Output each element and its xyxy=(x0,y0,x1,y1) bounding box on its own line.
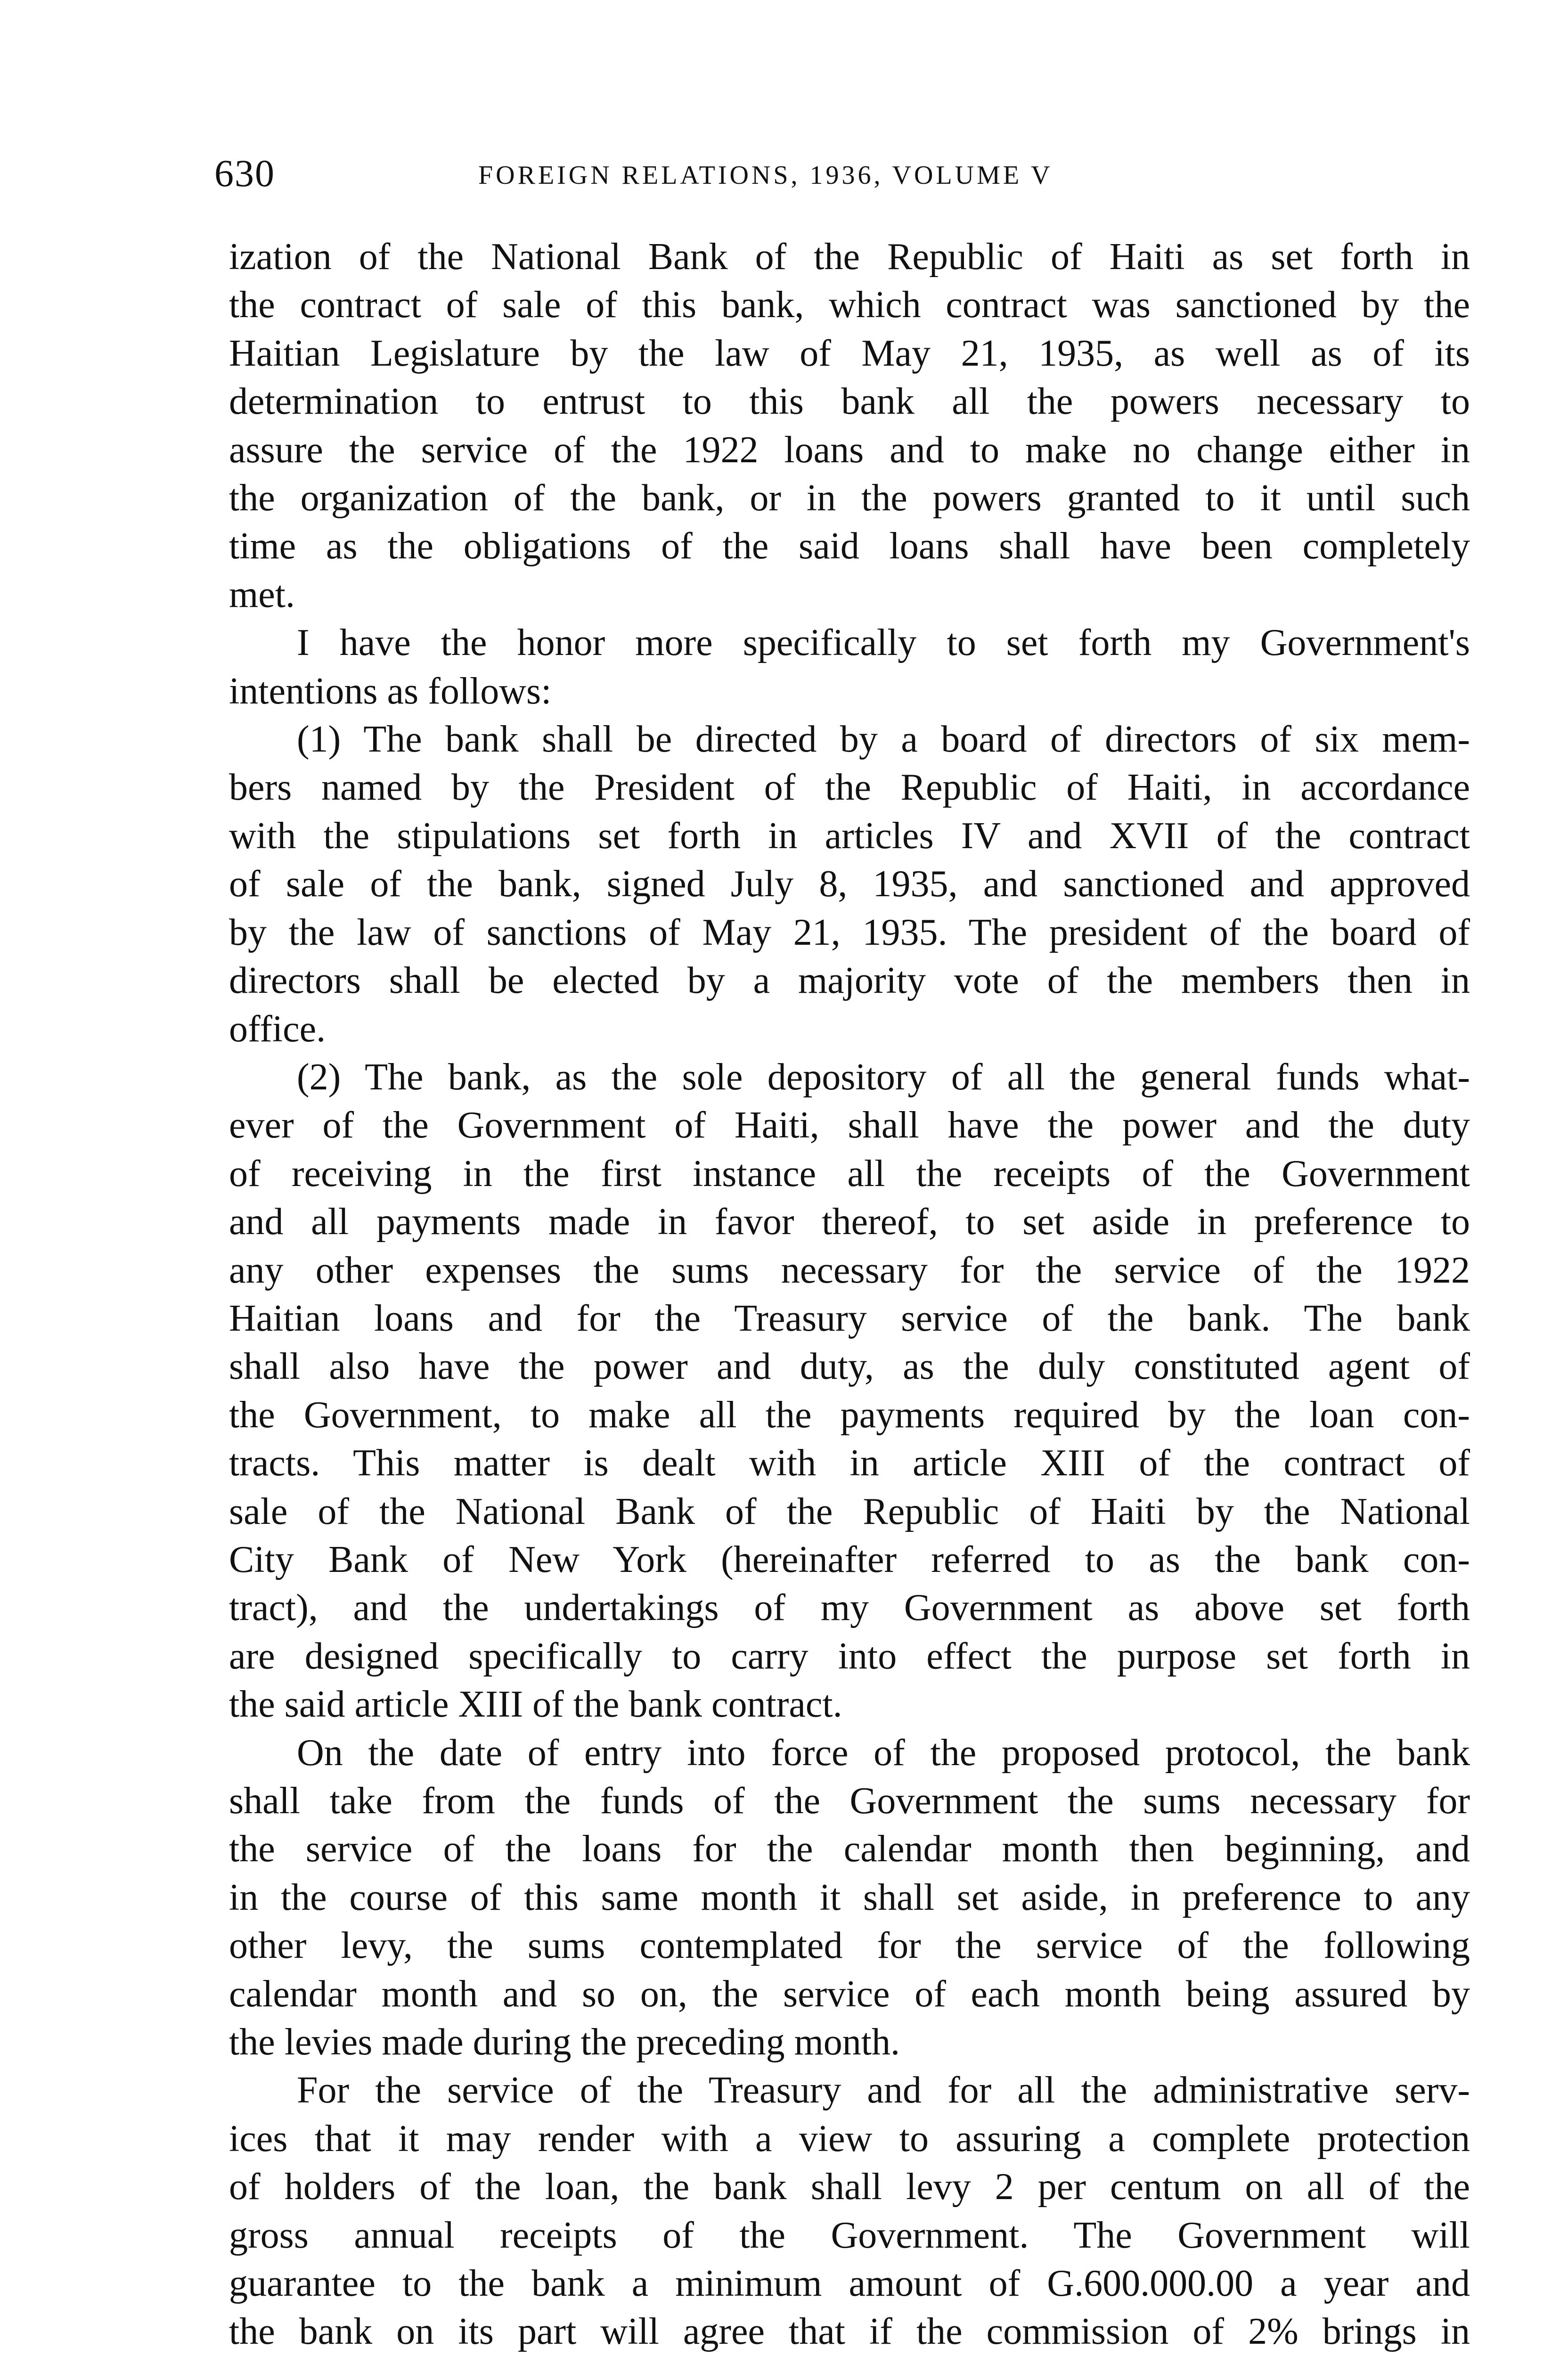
text-line: guarantee to the bank a minimum amount of G.600.000.00 a year and xyxy=(229,2263,1470,2305)
text-line: met. xyxy=(229,573,295,615)
body-text xyxy=(229,233,1470,2356)
text-line: gross annual receipts of the Government. The Government will xyxy=(229,2214,1470,2256)
paragraph-2 xyxy=(229,619,1470,715)
text-line: ization of the National Bank of the Republic of Haiti as set forth in xyxy=(229,236,1470,278)
text-line: time as the obligations of the said loans shall have been completely xyxy=(229,525,1470,567)
text-line: tract), and the undertakings of my Government as above set forth xyxy=(229,1587,1470,1629)
text-line: with the stipulations set forth in articles IV and XVII of the contract xyxy=(229,815,1470,857)
text-line: office. xyxy=(229,1008,326,1050)
text-line: shall also have the power and duty, as the duly constituted agent of xyxy=(229,1346,1470,1388)
text-line: City Bank of New York (hereinafter referred to as the bank con- xyxy=(229,1538,1470,1580)
running-head: FOREIGN RELATIONS, 1936, VOLUME V xyxy=(478,161,1053,190)
text-line: other levy, the sums contemplated for the service of the following xyxy=(229,1925,1470,1967)
text-line: the organization of the bank, or in the powers granted to it until such xyxy=(229,477,1470,519)
page-number: 630 xyxy=(214,152,275,195)
text-line: calendar month and so on, the service of each month being assured by xyxy=(229,1973,1470,2015)
text-line: Haitian loans and for the Treasury service of the bank. The bank xyxy=(229,1297,1470,1339)
paragraph-1 xyxy=(229,233,1470,619)
paragraph-5 xyxy=(229,1729,1470,2067)
text-line: determination to entrust to this bank all the powers necessary to xyxy=(229,381,1470,423)
text-line: the service of the loans for the calendar month then beginning, and xyxy=(229,1828,1470,1870)
text-line: directors shall be elected by a majority vote of the members then in xyxy=(229,960,1470,1002)
text-line: On the date of entry into force of the proposed protocol, the bank xyxy=(297,1732,1470,1774)
text-line: (2) The bank, as the sole depository of all the general funds what- xyxy=(297,1056,1470,1098)
text-line: the Government, to make all the payments required by the loan con- xyxy=(229,1394,1470,1436)
paragraph-3 xyxy=(229,715,1470,1053)
page-header xyxy=(214,150,1482,206)
text-line: are designed specifically to carry into effect the purpose set forth in xyxy=(229,1635,1470,1677)
paragraph-6 xyxy=(229,2066,1470,2356)
text-line: the levies made during the preceding month. xyxy=(229,2021,900,2063)
text-line: and all payments made in favor thereof, to set aside in preference to xyxy=(229,1201,1470,1243)
text-line: in the course of this same month it shall set aside, in preference to any xyxy=(229,1876,1470,1918)
text-line: assure the service of the 1922 loans and to make no change either in xyxy=(229,429,1470,471)
text-line: bers named by the President of the Republic of Haiti, in accordance xyxy=(229,767,1470,809)
text-line: ices that it may render with a view to assuring a complete protection xyxy=(229,2118,1470,2160)
text-line: sale of the National Bank of the Republic of Haiti by the National xyxy=(229,1490,1470,1532)
text-line: shall take from the funds of the Government the sums necessary for xyxy=(229,1780,1470,1822)
text-line: For the service of the Treasury and for all the administrative serv- xyxy=(297,2070,1470,2111)
text-line: of sale of the bank, signed July 8, 1935, and sanctioned and approved xyxy=(229,863,1470,905)
text-line: ever of the Government of Haiti, shall have the power and the duty xyxy=(229,1104,1470,1146)
paragraph-4 xyxy=(229,1053,1470,1729)
text-line: I have the honor more specifically to set forth my Government's xyxy=(297,622,1470,664)
text-line: intentions as follows: xyxy=(229,670,552,712)
text-line: tracts. This matter is dealt with in article XIII of the contract of xyxy=(229,1442,1470,1484)
text-line: by the law of sanctions of May 21, 1935. The president of the board of xyxy=(229,911,1470,953)
text-line: the bank on its part will agree that if the commission of 2% brings in xyxy=(229,2311,1470,2353)
text-line: Haitian Legislature by the law of May 21, 1935, as well as of its xyxy=(229,332,1470,374)
text-line: (1) The bank shall be directed by a board of directors of six mem- xyxy=(297,719,1470,761)
text-line: the said article XIII of the bank contract. xyxy=(229,1684,842,1726)
text-line: the contract of sale of this bank, which contract was sanctioned by the xyxy=(229,284,1470,326)
text-line: of holders of the loan, the bank shall levy 2 per centum on all of the xyxy=(229,2166,1470,2208)
text-line: any other expenses the sums necessary for the service of the 1922 xyxy=(229,1249,1470,1291)
text-line: of receiving in the first instance all the receipts of the Government xyxy=(229,1153,1470,1194)
